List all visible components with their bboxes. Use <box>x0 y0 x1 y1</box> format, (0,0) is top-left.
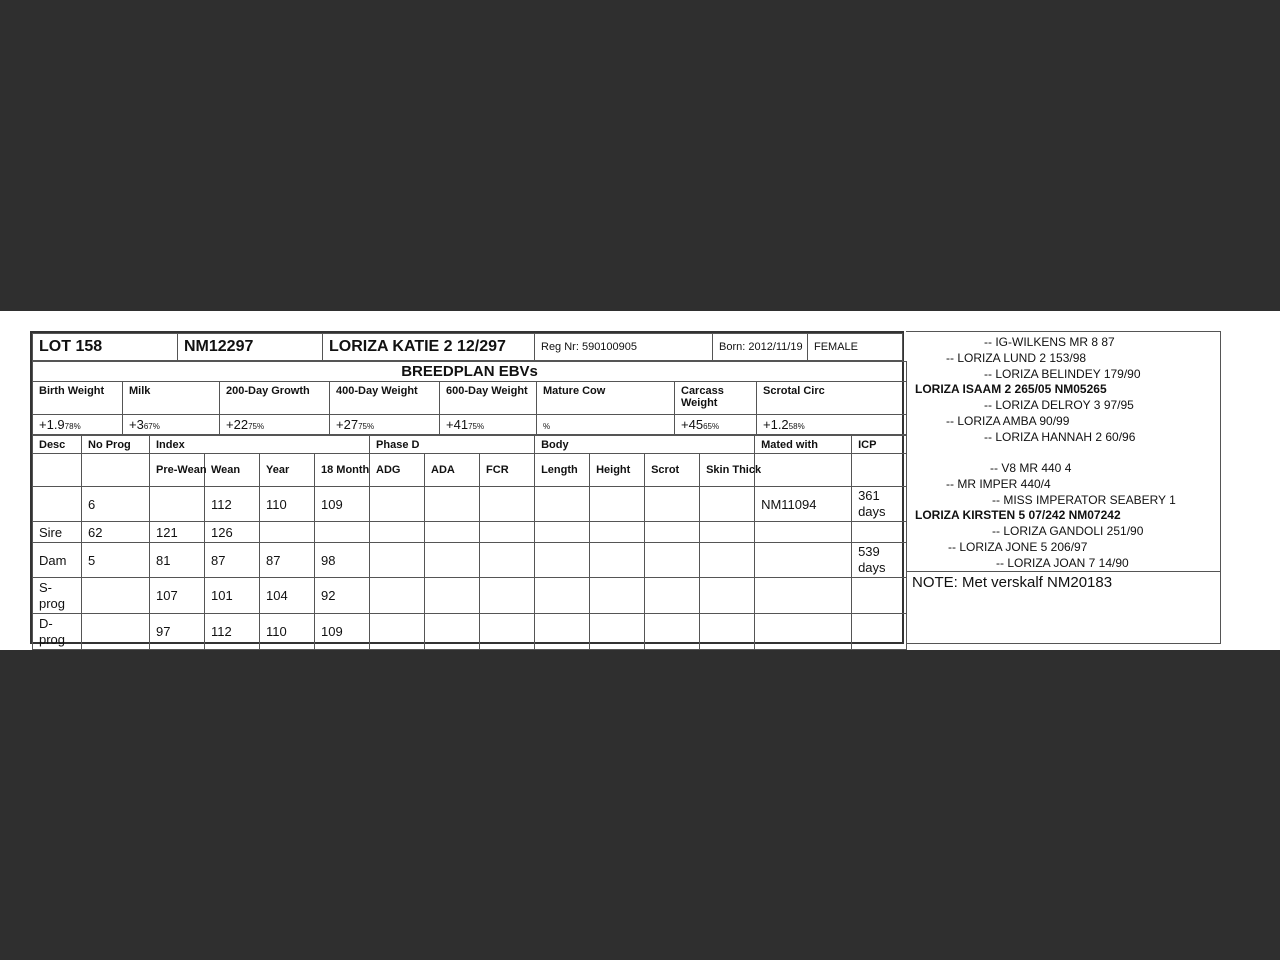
lot-sheet <box>0 311 1280 650</box>
table-row <box>33 487 907 522</box>
table-row <box>33 522 907 543</box>
ebv-accuracy: 75% <box>468 422 485 431</box>
empty-cell <box>480 578 535 614</box>
empty-cell <box>535 578 590 614</box>
subhead-scrot: Scrot <box>645 454 700 487</box>
empty-cell <box>33 454 82 487</box>
empty-cell <box>480 487 535 522</box>
empty-cell <box>645 487 700 522</box>
table-row <box>33 614 907 650</box>
subhead-height: Height <box>590 454 645 487</box>
table-row <box>33 543 907 578</box>
ebv-label-carcass: Carcass Weight <box>675 382 757 415</box>
row-desc: Sire <box>33 522 82 543</box>
ebv-accuracy: 75% <box>248 422 265 431</box>
header-table <box>32 333 903 361</box>
row-icp <box>852 522 907 543</box>
pedigree-dam-dam-sire: -- LORIZA GANDOLI 251/90 <box>992 524 1144 538</box>
ebv-table <box>32 361 907 435</box>
row-desc: S-prog <box>33 578 82 614</box>
ebv-label-milk: Milk <box>123 382 220 415</box>
pedigree-dam: LORIZA KIRSTEN 5 07/242 NM07242 <box>915 508 1121 522</box>
row-icp: 539 days <box>852 543 907 578</box>
row-18-month: 92 <box>315 578 370 614</box>
row-wean: 126 <box>205 522 260 543</box>
empty-cell <box>700 578 755 614</box>
subhead-wean: Wean <box>205 454 260 487</box>
pedigree-sire-dam-sire: -- LORIZA DELROY 3 97/95 <box>984 398 1134 412</box>
subhead-adg: ADG <box>370 454 425 487</box>
empty-cell <box>370 614 425 650</box>
row-year: 104 <box>260 578 315 614</box>
row-18-month: 109 <box>315 487 370 522</box>
subhead-18-month: 18 Month <box>315 454 370 487</box>
row-mated <box>755 522 852 543</box>
row-prog <box>82 614 150 650</box>
ebv-accuracy: 65% <box>703 422 720 431</box>
ebv-accuracy: 78% <box>64 422 81 431</box>
ebv-accuracy: 58% <box>788 422 805 431</box>
ebv-value-cell <box>675 415 757 435</box>
empty-cell <box>645 614 700 650</box>
ebv-label-birth-weight: Birth Weight <box>33 382 123 415</box>
ebv-accuracy: 67% <box>143 422 160 431</box>
empty-cell <box>590 578 645 614</box>
empty-cell <box>755 454 852 487</box>
pedigree-sire-sire-sire: -- IG-WILKENS MR 8 87 <box>984 335 1115 349</box>
row-mated <box>755 614 852 650</box>
empty-cell <box>700 522 755 543</box>
empty-cell <box>590 614 645 650</box>
empty-cell <box>645 543 700 578</box>
row-prog: 6 <box>82 487 150 522</box>
empty-cell <box>590 543 645 578</box>
empty-cell <box>425 487 480 522</box>
note-box <box>906 571 1221 644</box>
pedigree-sire-dam-dam: -- LORIZA HANNAH 2 60/96 <box>984 430 1136 444</box>
row-mated <box>755 578 852 614</box>
ebv-value: +41 <box>446 417 469 432</box>
ebv-value: +45 <box>681 417 704 432</box>
empty-cell <box>645 522 700 543</box>
empty-cell <box>425 578 480 614</box>
row-18-month: 98 <box>315 543 370 578</box>
row-icp <box>852 614 907 650</box>
empty-cell <box>700 487 755 522</box>
ebv-value-cell <box>440 415 537 435</box>
subhead-pre-wean: Pre-Wean <box>150 454 205 487</box>
col-icp: ICP <box>852 436 907 454</box>
ebv-value-cell <box>537 415 675 435</box>
row-desc: Dam <box>33 543 82 578</box>
ebv-value-cell <box>33 415 123 435</box>
empty-cell <box>535 522 590 543</box>
ebv-value-cell <box>757 415 907 435</box>
pedigree-dam-sire: -- MR IMPER 440/4 <box>946 477 1051 491</box>
row-18-month: 109 <box>315 614 370 650</box>
empty-cell <box>480 614 535 650</box>
empty-cell <box>480 543 535 578</box>
ebv-label-200-day: 200-Day Growth <box>220 382 330 415</box>
col-no-prog: No Prog <box>82 436 150 454</box>
subhead-length: Length <box>535 454 590 487</box>
pedigree-sire-sire: -- LORIZA LUND 2 153/98 <box>946 351 1087 365</box>
empty-cell <box>590 522 645 543</box>
row-mated: NM11094 <box>755 487 852 522</box>
col-index: Index <box>150 436 370 454</box>
ebv-value: +1.2 <box>763 417 789 432</box>
pedigree-dam-dam: -- LORIZA JONE 5 206/97 <box>948 540 1088 554</box>
empty-cell <box>700 614 755 650</box>
reg-number: Reg Nr: 590100905 <box>535 334 713 361</box>
lot-main-panel <box>30 331 904 647</box>
performance-table <box>32 435 907 650</box>
empty-cell <box>535 487 590 522</box>
pedigree-sire-sire-dam: -- LORIZA BELINDEY 179/90 <box>984 367 1141 381</box>
ebv-accuracy: % <box>543 422 551 431</box>
row-prog <box>82 578 150 614</box>
empty-cell <box>852 454 907 487</box>
subhead-year: Year <box>260 454 315 487</box>
empty-cell <box>425 522 480 543</box>
ebv-label-scrotal: Scrotal Circ <box>757 382 907 415</box>
row-prewean: 121 <box>150 522 205 543</box>
empty-cell <box>425 614 480 650</box>
ebv-label-mature-cow: Mature Cow <box>537 382 675 415</box>
ebv-value: +3 <box>129 417 144 432</box>
col-body: Body <box>535 436 755 454</box>
empty-cell <box>645 578 700 614</box>
row-wean: 112 <box>205 487 260 522</box>
animal-name: LORIZA KATIE 2 12/297 <box>323 334 535 361</box>
empty-cell <box>590 487 645 522</box>
ebv-value-cell <box>330 415 440 435</box>
row-prewean: 81 <box>150 543 205 578</box>
empty-cell <box>480 522 535 543</box>
row-18-month <box>315 522 370 543</box>
lot-number: LOT 158 <box>33 334 178 361</box>
row-wean: 112 <box>205 614 260 650</box>
row-icp <box>852 578 907 614</box>
row-wean: 87 <box>205 543 260 578</box>
col-phase-d: Phase D <box>370 436 535 454</box>
empty-cell <box>370 522 425 543</box>
pedigree-dam-sire-sire: -- V8 MR 440 4 <box>990 461 1072 475</box>
row-wean: 101 <box>205 578 260 614</box>
row-prewean: 97 <box>150 614 205 650</box>
empty-cell <box>370 487 425 522</box>
pedigree-sire-dam: -- LORIZA AMBA 90/99 <box>946 414 1070 428</box>
ebv-value: +22 <box>226 417 249 432</box>
col-mated-with: Mated with <box>755 436 852 454</box>
row-prewean: 107 <box>150 578 205 614</box>
sex: FEMALE <box>808 334 903 361</box>
ebv-title: BREEDPLAN EBVs <box>33 362 907 382</box>
empty-cell <box>370 578 425 614</box>
pedigree-dam-dam-dam: -- LORIZA JOAN 7 14/90 <box>996 556 1129 570</box>
ebv-value: +1.9 <box>39 417 65 432</box>
ebv-value-cell <box>123 415 220 435</box>
empty-cell <box>535 543 590 578</box>
animal-id: NM12297 <box>178 334 323 361</box>
ebv-value-cell <box>220 415 330 435</box>
row-desc <box>33 487 82 522</box>
subhead-fcr: FCR <box>480 454 535 487</box>
birth-date: Born: 2012/11/19 <box>713 334 808 361</box>
row-icp: 361 days <box>852 487 907 522</box>
empty-cell <box>370 543 425 578</box>
ebv-accuracy: 75% <box>358 422 375 431</box>
empty-cell <box>425 543 480 578</box>
note-text: NOTE: Met verskalf NM20183 <box>912 574 1113 591</box>
empty-cell <box>535 614 590 650</box>
ebv-value: +27 <box>336 417 359 432</box>
ebv-label-400-day: 400-Day Weight <box>330 382 440 415</box>
row-prewean <box>150 487 205 522</box>
empty-cell <box>700 543 755 578</box>
row-prog: 62 <box>82 522 150 543</box>
row-year: 87 <box>260 543 315 578</box>
row-year: 110 <box>260 614 315 650</box>
col-desc: Desc <box>33 436 82 454</box>
subhead-skin-thick: Skin Thick <box>700 454 755 487</box>
pedigree-panel <box>906 331 1221 572</box>
ebv-label-600-day: 600-Day Weight <box>440 382 537 415</box>
empty-cell <box>82 454 150 487</box>
row-mated <box>755 543 852 578</box>
table-row <box>33 578 907 614</box>
row-year <box>260 522 315 543</box>
pedigree-dam-sire-dam: -- MISS IMPERATOR SEABERY 1 <box>992 493 1176 507</box>
pedigree-sire: LORIZA ISAAM 2 265/05 NM05265 <box>915 382 1107 396</box>
subhead-ada: ADA <box>425 454 480 487</box>
row-year: 110 <box>260 487 315 522</box>
row-prog: 5 <box>82 543 150 578</box>
row-desc: D-prog <box>33 614 82 650</box>
